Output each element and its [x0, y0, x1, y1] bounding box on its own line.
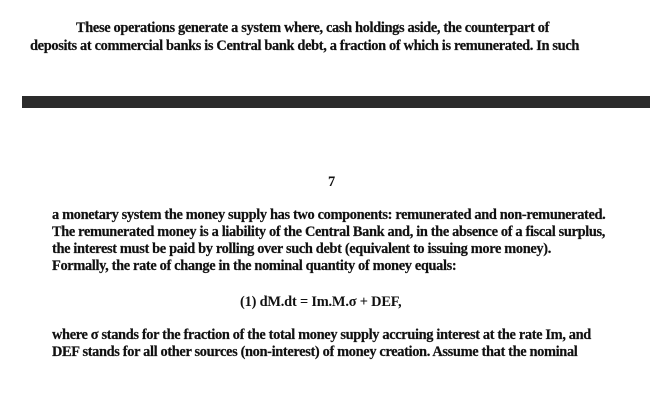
- text-line: a monetary system the money supply has two components: remunerated and non-remunerated.: [52, 207, 606, 223]
- page-divider: [22, 96, 650, 108]
- text-line: The remunerated money is a liability of the Central Bank and, in the absence of a fiscal surplus,: [52, 224, 606, 240]
- text-line: deposits at commercial banks is Central bank debt, a fraction of which is remunerated. In such: [30, 38, 580, 54]
- text-line: where σ stands for the fraction of the total money supply accruing interest at the rate Im, and: [52, 327, 591, 343]
- text-line: DEF stands for all other sources (non-interest) of money creation. Assume that the nominal: [52, 344, 578, 360]
- text-line: the interest must be paid by rolling over such debt (equivalent to issuing more money).: [52, 241, 551, 257]
- page-number: 7: [328, 174, 336, 190]
- text-line: Formally, the rate of change in the nominal quantity of money equals:: [52, 258, 457, 274]
- cropped-text-line: [52, 384, 618, 388]
- equation-1: (1) dM.dt = Im.M.σ + DEF,: [240, 294, 402, 310]
- text-line: These operations generate a system where, cash holdings aside, the counterpart of: [76, 20, 550, 36]
